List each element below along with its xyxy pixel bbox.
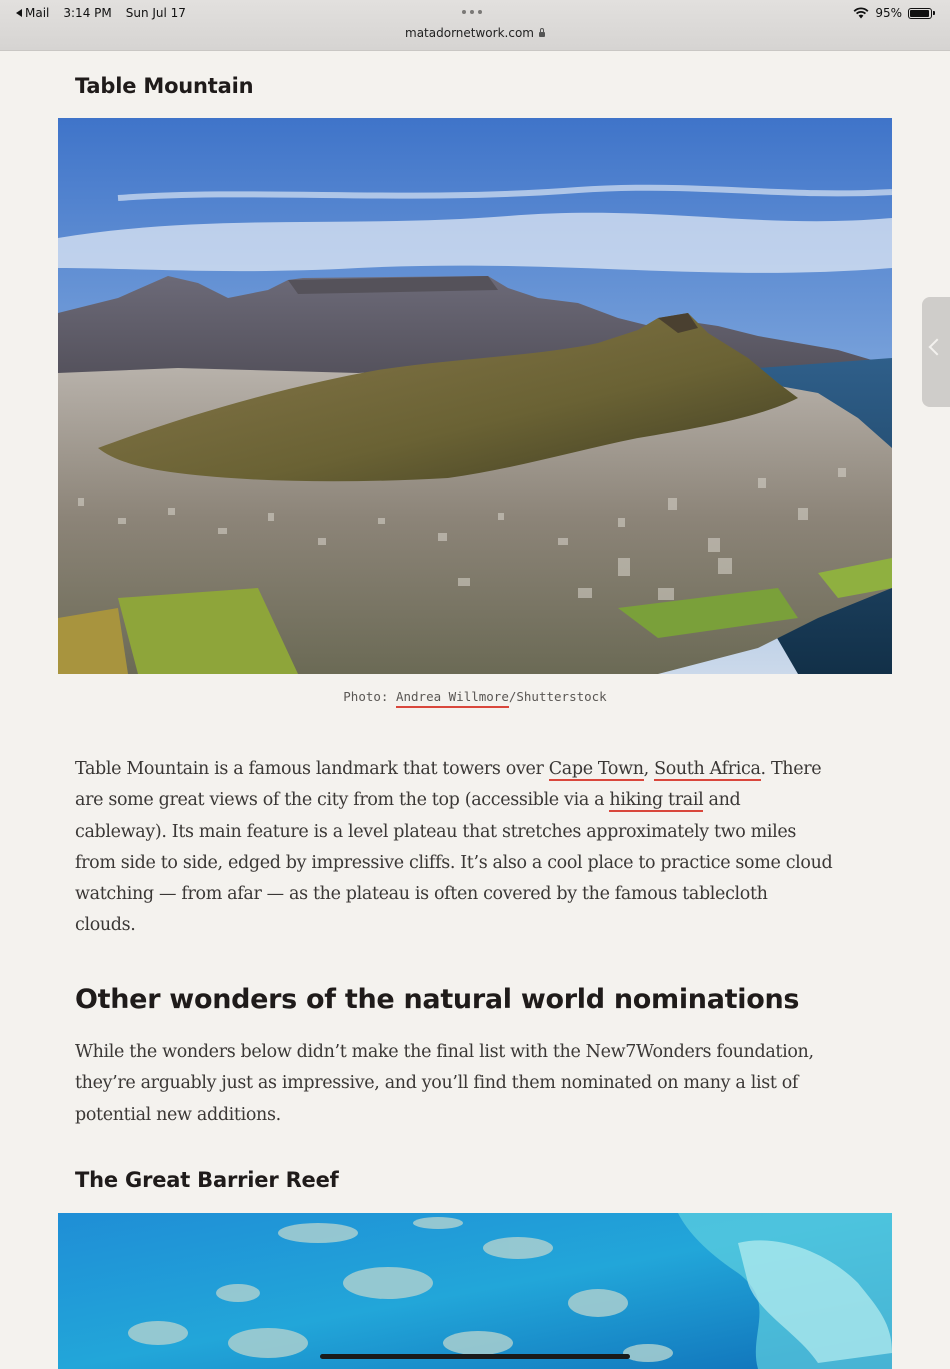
table-mountain-paragraph [75, 754, 880, 942]
caption-suffix: /Shutterstock [508, 689, 607, 704]
url-text: matadornetwork.com [405, 26, 534, 40]
paragraph-line: potential new additions. [75, 1104, 281, 1125]
great-barrier-reef-photo [58, 1213, 892, 1369]
text-fragment: , [643, 759, 655, 779]
lock-icon [539, 32, 545, 37]
battery-percent: 95% [875, 6, 902, 20]
status-time: 3:14 PM [63, 6, 112, 20]
battery-icon [908, 8, 932, 19]
section-heading-table-mountain: Table Mountain [75, 74, 254, 98]
status-bar [0, 0, 950, 51]
caption-prefix: Photo: [343, 689, 396, 704]
status-left [16, 6, 186, 20]
paragraph-line: watching — from afar — as the plateau is often covered by the famous tablecloth [75, 884, 768, 905]
more-dots-icon[interactable] [462, 10, 482, 14]
section-heading-great-barrier-reef: The Great Barrier Reef [75, 1168, 339, 1192]
table-mountain-photo [58, 118, 892, 674]
status-right [853, 6, 932, 20]
chevron-left-icon [929, 339, 946, 356]
photo-caption [0, 689, 950, 704]
paragraph-line: cableway). Its main feature is a level plateau that stretches approximately two miles [75, 821, 797, 842]
url-bar[interactable] [0, 26, 950, 40]
side-panel-handle[interactable] [922, 297, 950, 407]
back-to-app-button[interactable] [16, 6, 49, 20]
back-app-label: Mail [25, 6, 50, 20]
home-indicator[interactable] [320, 1354, 630, 1359]
paragraph-line [75, 754, 880, 785]
back-arrow-icon [16, 9, 22, 17]
paragraph-line [75, 785, 880, 816]
south-africa-link[interactable]: South Africa [654, 759, 761, 779]
text-fragment: Table Mountain is a famous landmark that towers over [75, 759, 549, 779]
cape-town-link[interactable]: Cape Town [548, 759, 644, 779]
photographer-link[interactable]: Andrea Willmore [396, 689, 509, 708]
status-date: Sun Jul 17 [125, 6, 186, 20]
text-fragment: and [703, 790, 741, 811]
paragraph-line: clouds. [75, 915, 136, 936]
paragraph-line: While the wonders below didn’t make the final list with the New7Wonders foundation, [75, 1042, 814, 1062]
section-heading-other-wonders: Other wonders of the natural world nominations [75, 984, 800, 1015]
other-wonders-paragraph [75, 1037, 880, 1131]
paragraph-line: they’re arguably just as impressive, and you’ll find them nominated on many a list of [75, 1073, 799, 1094]
hiking-trail-link[interactable]: hiking trail [609, 790, 704, 811]
wifi-icon [853, 7, 869, 19]
paragraph-line: from side to side, edged by impressive cliffs. It’s also a cool place to practice some cloud [75, 852, 833, 873]
text-fragment: are some great views of the city from the top (accessible via a [75, 790, 610, 811]
text-fragment: . There [760, 759, 822, 779]
